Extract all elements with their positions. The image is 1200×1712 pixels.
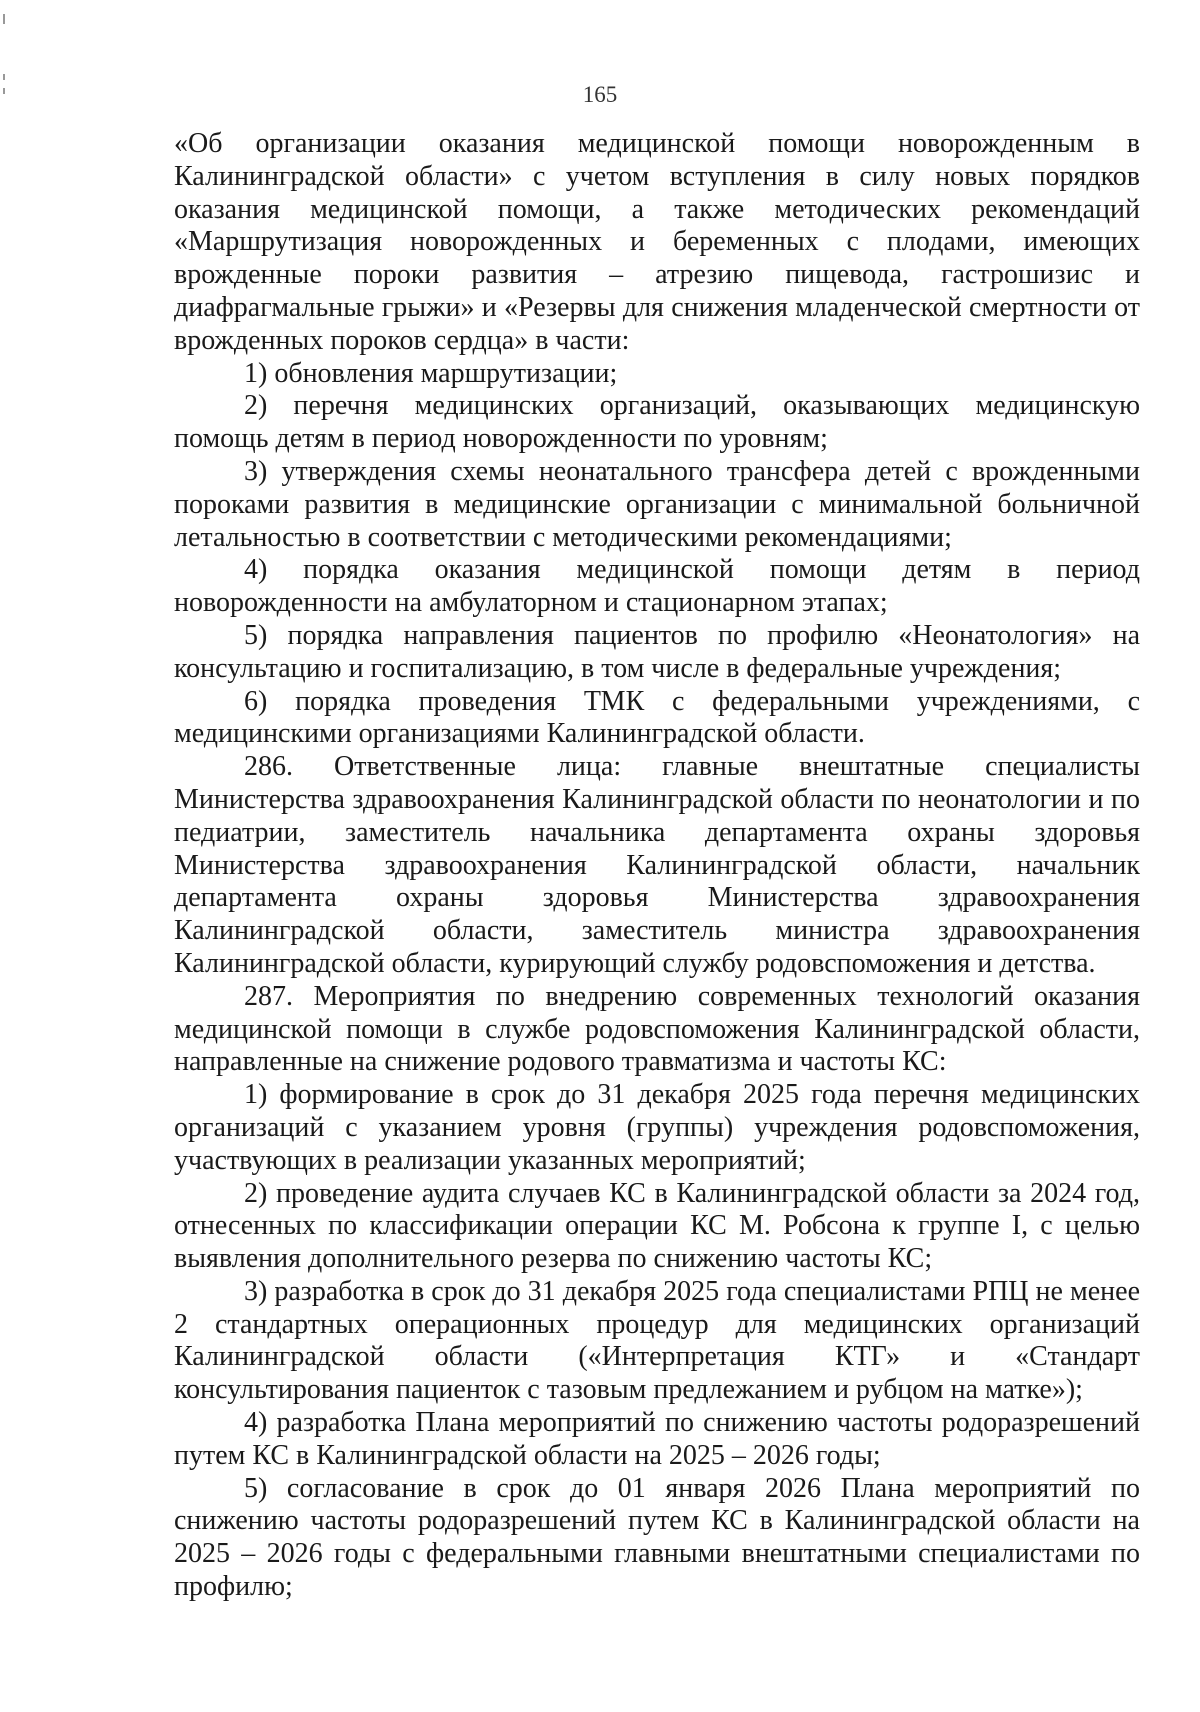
list-item-287-4: 4) разработка Плана мероприятий по снижению частоты родоразрешений путем КС в Калининградской области на 2025 – 2026 годы; xyxy=(174,1407,1140,1471)
scan-edge-mark xyxy=(3,74,5,80)
paragraph-intro-continuation: «Об организации оказания медицинской помощи новорожденным в Калининградской области» с учетом вступления в силу новых порядков оказания медицинской помощи, а также методических рекомендаций «Маршрутизация новорожденных и беременных с плодами, имеющих врожденные пороки развития – атрезию пищевода, гастрошизис и диафрагмальные грыжи» и «Резервы для снижения младенческой смертности от врожденных пороков сердца» в части: xyxy=(174,128,1140,356)
list-item-4: 4) порядка оказания медицинской помощи детям в период новорожденности на амбулаторном и стационарном этапах; xyxy=(174,554,1140,619)
list-item-287-1: 1) формирование в срок до 31 декабря 2025 года перечня медицинских организаций с указанием уровня (группы) учреждения родовспоможения, участвующих в реализации указанных мероприятий; xyxy=(174,1079,1140,1176)
paragraph-287: 287. Мероприятия по внедрению современных технологий оказания медицинской помощи в службе родовспоможения Калининградской области, направленные на снижение родового травматизма и частоты КС: xyxy=(174,980,1140,1078)
list-item-1: 1) обновления маршрутизации; xyxy=(244,357,618,389)
document-body xyxy=(174,128,1140,1604)
scan-edge-mark xyxy=(3,14,5,24)
list-item-6: 6) порядка проведения ТМК с федеральными учреждениями, с медицинскими организациями Калининградской области. xyxy=(174,685,1140,750)
list-item-287-5: 5) согласование в срок до 01 января 2026 Плана мероприятий по снижению частоты родоразрешений путем КС в Калининградской области на 2025 – 2026 годы с федеральными главными внештатными специалистами по профилю; xyxy=(174,1472,1140,1603)
list-item-2: 2) перечня медицинских организаций, оказывающих медицинскую помощь детям в период новорожденности по уровням; xyxy=(174,390,1140,455)
list-item-287-3: 3) разработка в срок до 31 декабря 2025 года специалистами РПЦ не менее 2 стандартных операционных процедур для медицинских организаций Калининградской области («Интерпретация КТГ» и «Стандарт консультирования пациенток с тазовым предлежанием и рубцом на матке»); xyxy=(174,1275,1140,1406)
paragraph-286: 286. Ответственные лица: главные внештатные специалисты Министерства здравоохранения Калининградской области по неонатологии и по педиатрии, заместитель начальника департамента охраны здоровья Министерства здравоохранения Калининградской области, начальник департамента охраны здоровья Министерства здравоохранения Калининградской области, заместитель министра здравоохранения Калининградской области, курирующий службу родовспоможения и детства. xyxy=(174,751,1140,979)
list-item-5: 5) порядка направления пациентов по профилю «Неонатология» на консультацию и госпитализацию, в том числе в федеральные учреждения; xyxy=(174,619,1140,684)
list-item-287-2: 2) проведение аудита случаев КС в Калининградской области за 2024 год, отнесенных по классификации операции КС М. Робсона к группе I, с целью выявления дополнительного резерва по снижению частоты КС; xyxy=(174,1177,1140,1275)
list-item-3: 3) утверждения схемы неонатального трансфера детей с врожденными пороками развития в медицинские организации с минимальной больничной летальностью в соответствии с методическими рекомендациями; xyxy=(174,455,1140,553)
page-number: 165 xyxy=(582,82,618,107)
